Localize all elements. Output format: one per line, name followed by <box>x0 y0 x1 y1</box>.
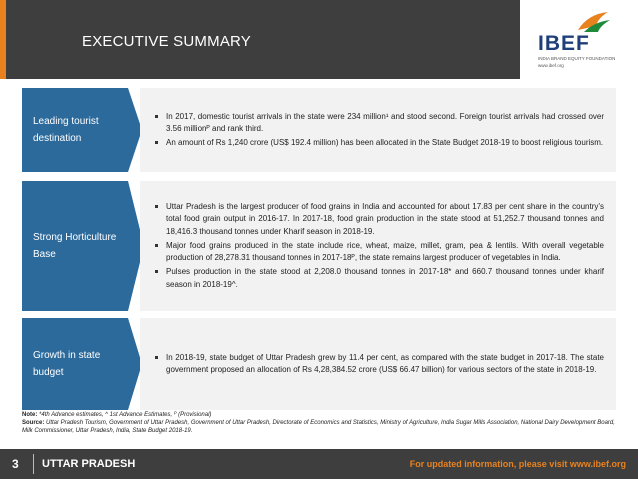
bullet-item: Pulses production in the state stood at 2,208.0 thousand tonnes in 2017-18* and 660.7 thousand tonnes under kharif season in 2018-19^. <box>154 266 604 290</box>
section-label: Leading tourist destination <box>22 88 128 172</box>
footer-bar <box>0 449 638 479</box>
section-content <box>140 181 616 311</box>
note-line: Note: *4th Advance estimates, ^ 1st Advance Estimates, ᴾ (Provisional) <box>22 412 212 418</box>
logo-text: IBEF <box>538 32 590 55</box>
bullet-item: In 2017, domestic tourist arrivals in the state were 234 million¹ and stood second. Foreign tourist arrivals had crossed over 3.56 millionᴾ and rank third. <box>154 111 604 135</box>
logo-tagline: INDIA BRAND EQUITY FOUNDATION <box>538 56 616 61</box>
section-content <box>140 88 616 172</box>
footer-divider <box>33 454 34 474</box>
header-bar <box>0 0 520 79</box>
bullet-item: In 2018-19, state budget of Uttar Pradesh grew by 11.4 per cent, as compared with the state budget in 2017-18. The state government proposed an allocation of Rs 4,28,384.52 crore (US$ 66.47 billion) for various sectors of the state in 2018-19. <box>154 352 604 376</box>
section-horticulture <box>22 181 616 311</box>
footer-link[interactable]: For updated information, please visit www.ibef.org <box>409 459 626 469</box>
page-number: 3 <box>12 457 19 471</box>
section-budget <box>22 318 616 410</box>
bullet-item: An amount of Rs 1,240 crore (US$ 192.4 million) has been allocated in the State Budget 2018-19 to boost religious tourism. <box>154 137 604 149</box>
bullet-item: Major food grains produced in the state include rice, wheat, maize, millet, gram, pea & lentils. With overall vegetable production of 28,278.31 thousand tonnes in 2017-18ᴾ, the state remains largest producer of vegetables in India. <box>154 240 604 264</box>
page-title: EXECUTIVE SUMMARY <box>82 33 251 50</box>
logo-url: www.ibef.org <box>538 63 564 68</box>
footer-state: UTTAR PRADESH <box>42 458 136 470</box>
header-accent-stripe <box>0 0 6 79</box>
section-content <box>140 318 616 410</box>
bullet-item: Uttar Pradesh is the largest producer of food grains in India and accounted for about 17.83 per cent share in the country’s total food grain output in 2016-17. In 2017-18, food grain production in the state stood at 51,252.7 thousand tonnes and 18,416.3 thousand tonnes under Kharif season in 2018-19. <box>154 201 604 238</box>
section-tourism <box>22 88 616 172</box>
source-line: Source: Uttar Pradesh Tourism, Government of Uttar Pradesh, Government of Uttar Pradesh, Directorate of Economics and Statistics, Ministry of Agriculture, India Sugar Mills Association, National Dairy Development Board, Milk Commissioner, Uttar Pradesh, India, State Budget 2018-19. <box>22 420 615 434</box>
section-label: Growth in state budget <box>22 318 128 410</box>
footnotes <box>22 411 622 435</box>
section-label: Strong Horticulture Base <box>22 181 128 311</box>
ibef-logo <box>530 8 630 72</box>
